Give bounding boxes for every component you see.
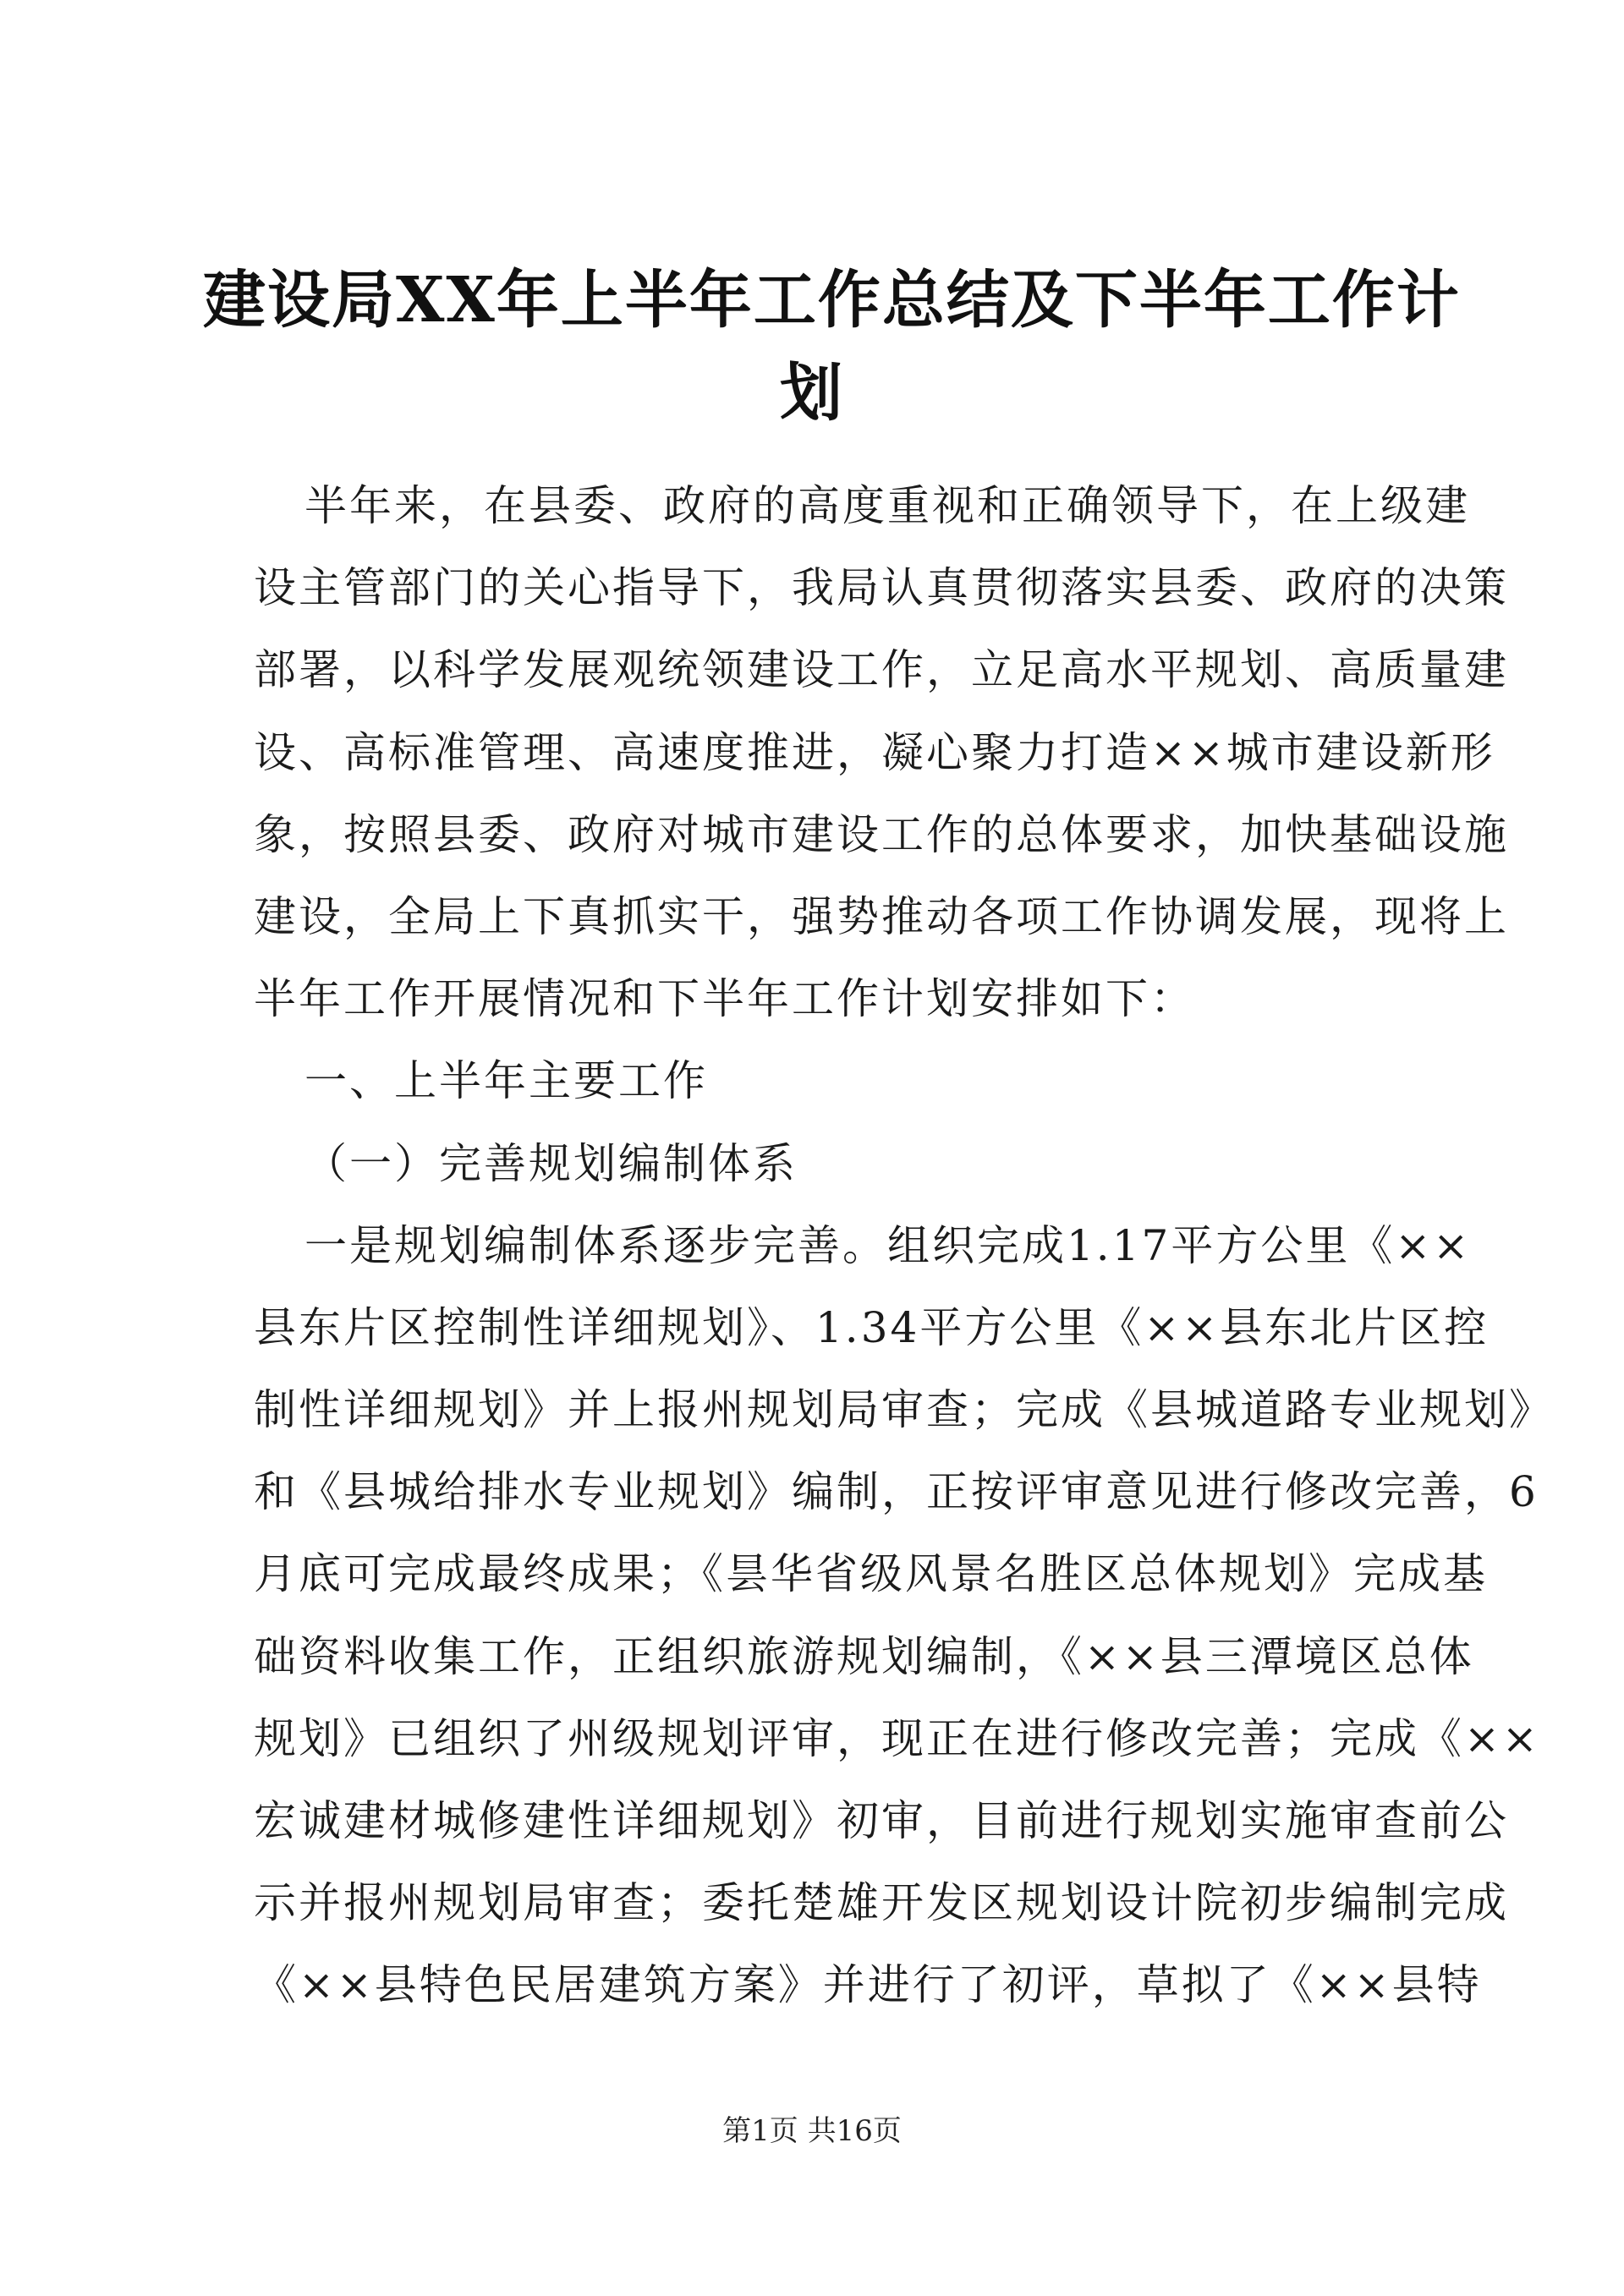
paragraph-line: 一是规划编制体系逐步完善。组织完成1.17平方公里《×× [304,1220,1472,1270]
paragraph-line: 规划》已组织了州级规划评审，现正在进行修改完善；完成《×× [254,1713,1540,1763]
paragraph-line: 《××县特色民居建筑方案》并进行了初评，草拟了《××县特 [254,1960,1482,2010]
page-footer: 第1页 共16页 [722,2114,902,2148]
section-heading: 一、上半年主要工作 [304,1056,708,1106]
paragraph-line: 象，按照县委、政府对城市建设工作的总体要求，加快基础设施 [254,809,1509,859]
paragraph-line: 和《县城给排水专业规划》编制，正按评审意见进行修改完善，6 [254,1467,1539,1517]
paragraph-line: 设、高标准管理、高速度推进，凝心聚力打造××城市建设新形 [254,727,1495,777]
paragraph-line: 示并报州规划局审查；委托楚雄开发区规划设计院初步编制完成 [254,1878,1509,1928]
paragraph-line: 建设，全局上下真抓实干，强势推动各项工作协调发展，现将上 [254,891,1509,941]
paragraph-line: 设主管部门的关心指导下，我局认真贯彻落实县委、政府的决策 [254,563,1509,613]
title-line-2: 划 [780,357,844,430]
paragraph-line: 半年工作开展情况和下半年工作计划安排如下： [254,974,1195,1024]
subsection-heading: （一）完善规划编制体系 [304,1138,798,1188]
paragraph-line: 县东片区控制性详细规划》、1.34平方公里《××县东北片区控 [254,1302,1490,1352]
document-body [254,465,1554,2027]
paragraph-line: 部署，以科学发展观统领建设工作，立足高水平规划、高质量建 [254,645,1509,695]
document-title [203,254,1461,440]
paragraph-line: 础资料收集工作，正组织旅游规划编制，《××县三潭境区总体 [254,1631,1474,1681]
paragraph-line: 宏诚建材城修建性详细规划》初审，目前进行规划实施审查前公 [254,1796,1509,1845]
paragraph-line: 半年来，在县委、政府的高度重视和正确领导下，在上级建 [304,481,1470,530]
paragraph-line: 月底可完成最终成果；《昙华省级风景名胜区总体规划》完成基 [254,1549,1488,1599]
title-line-1: 建设局XX年上半年工作总结及下半年工作计 [203,264,1461,337]
paragraph-line: 制性详细规划》并上报州规划局审查；完成《县城道路专业规划》 [254,1385,1554,1435]
